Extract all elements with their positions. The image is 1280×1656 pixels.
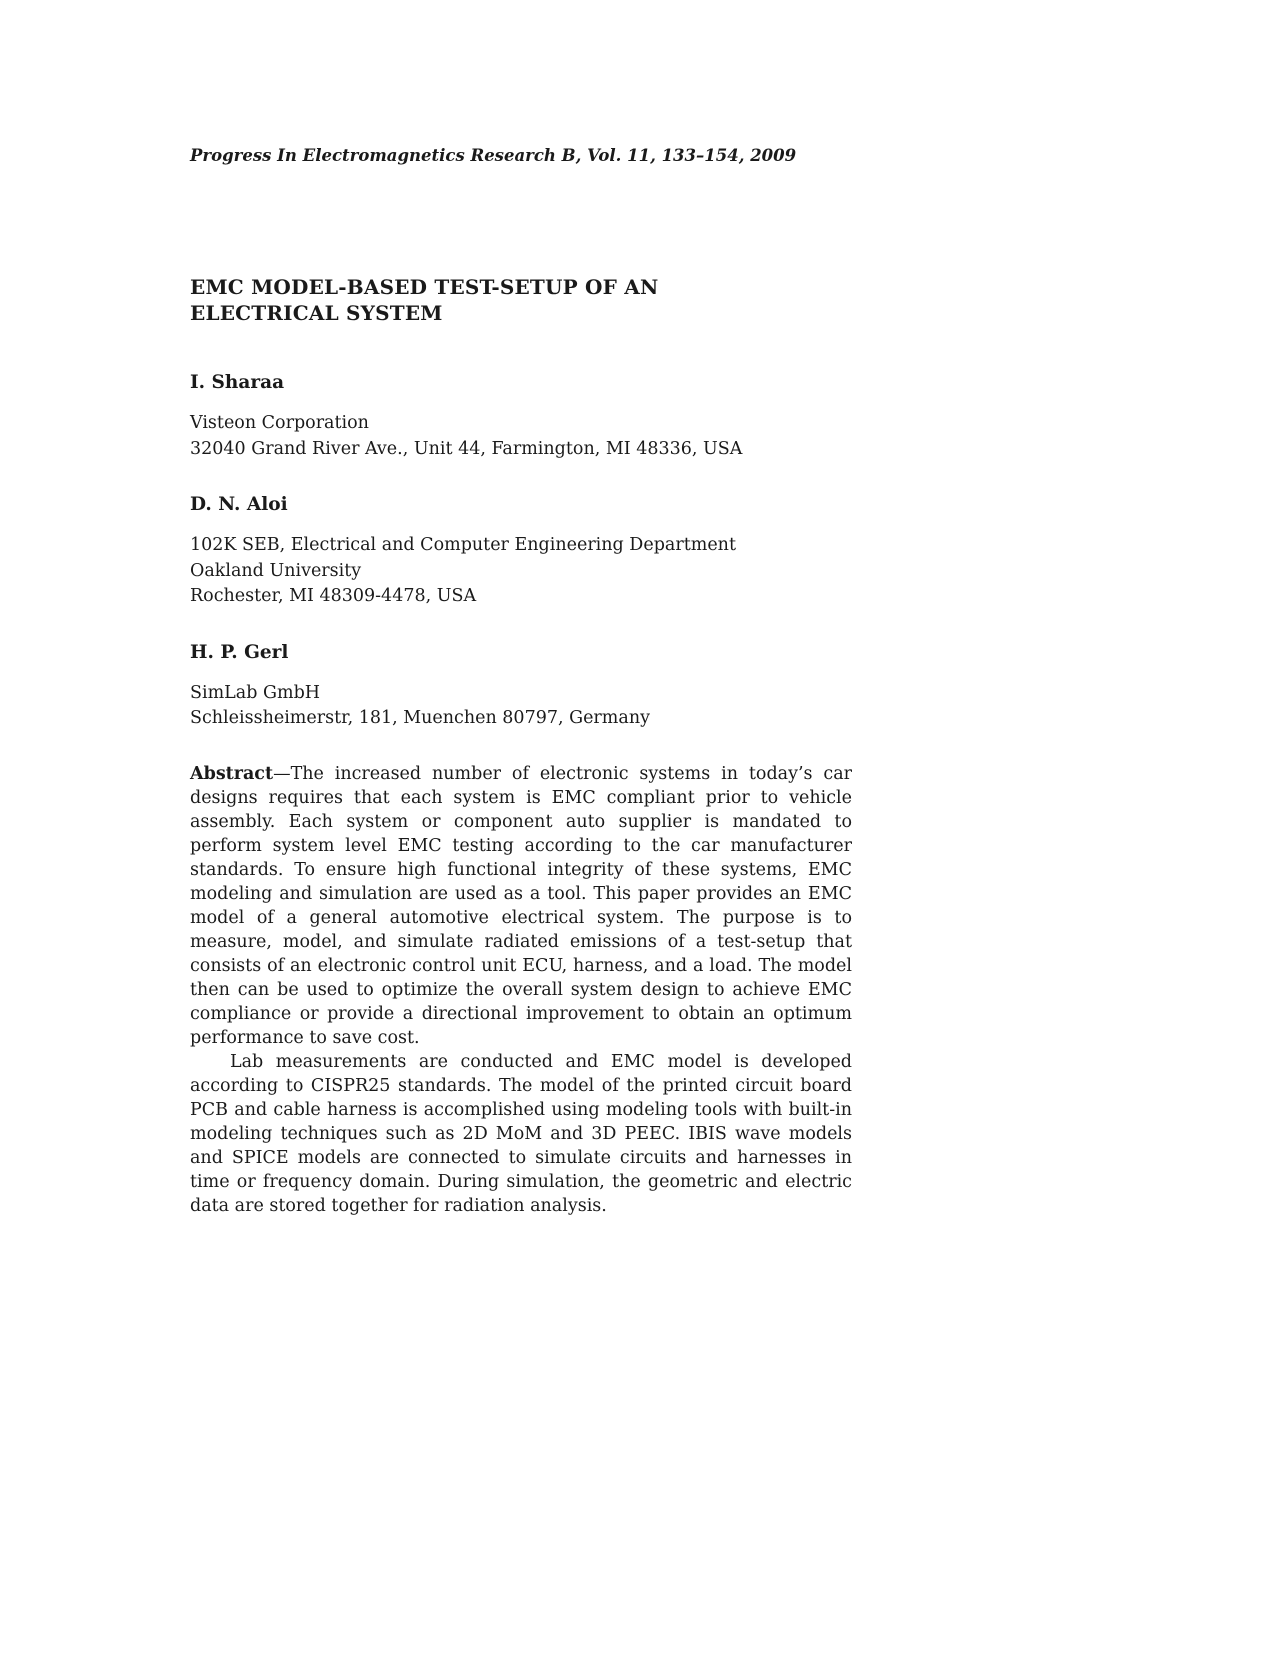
affiliation-line: Rochester, MI 48309-4478, USA: [190, 586, 477, 606]
abstract-paragraph-2: Lab measurements are conducted and EMC model is developed according to CISPR25 standards. The model of the printed circuit board PCB and cable harness is accomplished using modeling tools with built-in modeling techniques such as 2D MoM and 3D PEEC. IBIS wave models and SPICE models are connected to simulate circuits and harnesses in time or frequency domain. During simulation, the geometric and electric data are stored together for radiation analysis.: [190, 1051, 852, 1216]
author-block-gerl: [190, 642, 852, 732]
paper-content: [190, 146, 852, 1218]
abstract-label: Abstract: [190, 763, 274, 784]
author-block-aloi: [190, 494, 852, 610]
author-name: D. N. Aloi: [190, 494, 288, 515]
journal-header: Progress In Electromagnetics Research B, Vol. 11, 133–154, 2009: [190, 146, 797, 165]
paper-title: [190, 274, 852, 326]
abstract-paragraph-1: [190, 762, 852, 1050]
author-block-sharaa: [190, 372, 852, 462]
affiliation-line: Oakland University: [190, 560, 362, 581]
affiliation-line: 32040 Grand River Ave., Unit 44, Farmington, MI 48336, USA: [190, 438, 743, 459]
affiliation-line: Visteon Corporation: [190, 413, 369, 433]
affiliation-line: SimLab GmbH: [190, 682, 321, 703]
author-name: I. Sharaa: [190, 372, 285, 393]
paper-title-line2: ELECTRICAL SYSTEM: [190, 301, 443, 325]
abstract-text-1: —The increased number of electronic systems in today’s car designs requires that each system is EMC compliant prior to vehicle assembly. Each system or component auto supplier is mandated to perform system level EMC testing according to the car manufacturer standards. To ensure high functional integrity of these systems, EMC modeling and simulation are used as a tool. This paper provides an EMC model of a general automotive electrical system. The purpose is to measure, model, and simulate radiated emissions of a test-setup that consists of an electronic control unit ECU, harness, and a load. The model then can be used to optimize the overall system design to achieve EMC compliance or provide a directional improvement to obtain an optimum performance to save cost.: [190, 763, 852, 1048]
paper-title-line1: EMC MODEL-BASED TEST-SETUP OF AN: [190, 275, 659, 299]
affiliation-line: 102K SEB, Electrical and Computer Engineering Department: [190, 535, 736, 555]
affiliation-line: Schleissheimerstr, 181, Muenchen 80797, Germany: [190, 708, 650, 728]
author-name: H. P. Gerl: [190, 641, 289, 663]
